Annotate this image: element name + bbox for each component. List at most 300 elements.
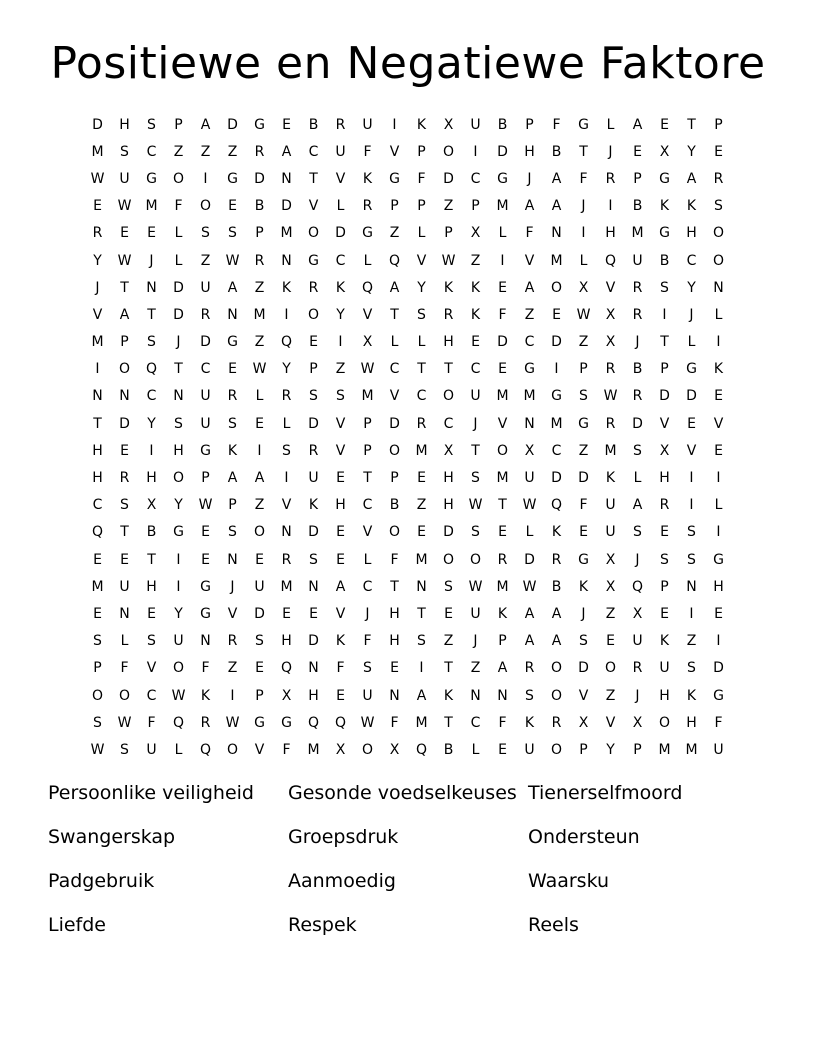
grid-letter: N xyxy=(200,633,211,650)
grid-letter: E xyxy=(498,524,507,541)
grid-letter: A xyxy=(551,198,562,215)
grid-letter: D xyxy=(578,660,589,677)
grid-letter: W xyxy=(603,388,618,405)
grid-letter: K xyxy=(335,633,346,650)
grid-letter: V xyxy=(362,524,373,541)
grid-letter: R xyxy=(254,252,265,269)
grid-letter: N xyxy=(119,605,130,622)
word-list-item: Waarsku xyxy=(528,870,610,892)
grid-letter: L xyxy=(120,633,129,650)
grid-letter: K xyxy=(308,497,319,514)
grid-letter: O xyxy=(658,714,671,731)
grid-letter: L xyxy=(363,252,372,269)
grid-letter: E xyxy=(282,605,291,622)
grid-letter: R xyxy=(227,633,238,650)
grid-letter: V xyxy=(605,714,616,731)
grid-letter: P xyxy=(633,170,642,187)
grid-letter: Q xyxy=(91,524,104,541)
grid-letter: K xyxy=(335,279,346,296)
grid-letter: P xyxy=(228,497,237,514)
grid-letter: M xyxy=(685,741,698,758)
grid-letter: Y xyxy=(282,361,291,378)
grid-letter: H xyxy=(92,470,103,487)
grid-letter: C xyxy=(362,497,373,514)
grid-letter: R xyxy=(443,306,454,323)
grid-letter: S xyxy=(471,470,480,487)
grid-letter: B xyxy=(551,578,562,595)
grid-letter: P xyxy=(417,143,426,160)
grid-letter: V xyxy=(578,687,589,704)
grid-letter: O xyxy=(388,524,401,541)
grid-letter: F xyxy=(174,198,183,215)
grid-letter: K xyxy=(443,279,454,296)
grid-letter: R xyxy=(713,170,724,187)
grid-letter: M xyxy=(415,714,428,731)
grid-letter: H xyxy=(281,633,292,650)
word-list-item: Liefde xyxy=(48,914,106,936)
grid-letter: H xyxy=(605,225,616,242)
grid-letter: X xyxy=(605,551,616,568)
grid-letter: P xyxy=(120,334,129,351)
grid-letter: G xyxy=(362,225,373,242)
grid-letter: T xyxy=(390,306,399,323)
grid-letter: E xyxy=(390,660,399,677)
grid-letter: F xyxy=(579,497,588,514)
grid-letter: D xyxy=(659,388,670,405)
grid-letter: O xyxy=(442,551,455,568)
grid-row xyxy=(84,111,732,138)
grid-letter: P xyxy=(309,361,318,378)
grid-letter: N xyxy=(227,306,238,323)
grid-letter: R xyxy=(200,714,211,731)
grid-letter: J xyxy=(581,605,586,622)
grid-letter: M xyxy=(253,306,266,323)
grid-letter: Q xyxy=(550,497,563,514)
grid-letter: O xyxy=(388,442,401,459)
grid-letter: F xyxy=(363,633,372,650)
grid-letter: C xyxy=(470,361,481,378)
grid-letter: G xyxy=(389,170,400,187)
grid-letter: N xyxy=(551,225,562,242)
grid-letter: S xyxy=(147,633,156,650)
grid-letter: S xyxy=(687,524,696,541)
grid-letter: H xyxy=(119,116,130,133)
grid-letter: P xyxy=(93,660,102,677)
grid-letter: V xyxy=(335,415,346,432)
grid-letter: U xyxy=(470,116,481,133)
grid-letter: R xyxy=(92,225,103,242)
grid-row xyxy=(84,193,732,220)
grid-letter: P xyxy=(390,198,399,215)
grid-letter: M xyxy=(91,143,104,160)
grid-letter: Z xyxy=(227,660,238,677)
grid-letter: M xyxy=(91,334,104,351)
grid-letter: G xyxy=(659,225,670,242)
grid-letter: X xyxy=(146,497,157,514)
grid-letter: G xyxy=(254,116,265,133)
grid-letter: X xyxy=(578,714,589,731)
grid-letter: W xyxy=(468,578,483,595)
grid-letter: I xyxy=(392,116,397,133)
grid-letter: V xyxy=(497,415,508,432)
grid-letter: V xyxy=(713,415,724,432)
grid-letter: E xyxy=(336,524,345,541)
grid-letter: Z xyxy=(227,143,238,160)
grid-letter: S xyxy=(174,415,183,432)
grid-letter: N xyxy=(497,687,508,704)
grid-letter: A xyxy=(632,116,643,133)
grid-letter: S xyxy=(201,225,210,242)
grid-letter: J xyxy=(95,279,100,296)
grid-letter: H xyxy=(443,334,454,351)
grid-letter: A xyxy=(551,633,562,650)
grid-letter: G xyxy=(713,551,724,568)
grid-row xyxy=(84,437,732,464)
grid-letter: S xyxy=(228,225,237,242)
grid-letter: T xyxy=(147,306,156,323)
grid-letter: X xyxy=(605,334,616,351)
grid-letter: G xyxy=(200,442,211,459)
grid-letter: L xyxy=(174,225,183,242)
grid-letter: W xyxy=(576,306,591,323)
grid-letter: Y xyxy=(147,415,156,432)
grid-letter: P xyxy=(714,116,723,133)
grid-letter: D xyxy=(578,470,589,487)
grid-letter: U xyxy=(200,388,211,405)
grid-letter: W xyxy=(522,497,537,514)
grid-letter: N xyxy=(416,578,427,595)
grid-letter: R xyxy=(200,306,211,323)
grid-letter: E xyxy=(552,306,561,323)
grid-letter: G xyxy=(254,714,265,731)
grid-letter: R xyxy=(362,198,373,215)
grid-letter: A xyxy=(497,660,508,677)
grid-letter: O xyxy=(307,225,320,242)
grid-letter: T xyxy=(498,497,507,514)
grid-letter: G xyxy=(686,361,697,378)
grid-letter: J xyxy=(689,306,694,323)
grid-letter: E xyxy=(660,116,669,133)
grid-letter: S xyxy=(147,334,156,351)
grid-letter: Z xyxy=(254,279,265,296)
grid-letter: X xyxy=(362,334,373,351)
grid-letter: M xyxy=(631,225,644,242)
grid-letter: U xyxy=(200,415,211,432)
grid-letter: T xyxy=(471,442,480,459)
grid-letter: S xyxy=(93,633,102,650)
grid-letter: K xyxy=(200,687,211,704)
grid-letter: O xyxy=(226,741,239,758)
grid-letter: D xyxy=(254,605,265,622)
grid-letter: O xyxy=(172,470,185,487)
grid-letter: M xyxy=(145,198,158,215)
grid-letter: O xyxy=(550,279,563,296)
grid-letter: T xyxy=(174,361,183,378)
grid-letter: U xyxy=(632,633,643,650)
grid-letter: D xyxy=(686,388,697,405)
grid-letter: G xyxy=(173,524,184,541)
grid-row xyxy=(84,628,732,655)
grid-letter: N xyxy=(173,388,184,405)
grid-row xyxy=(84,655,732,682)
grid-letter: V xyxy=(227,605,238,622)
grid-letter: E xyxy=(498,741,507,758)
grid-letter: P xyxy=(579,361,588,378)
grid-letter: U xyxy=(200,279,211,296)
grid-letter: M xyxy=(415,551,428,568)
grid-letter: T xyxy=(444,714,453,731)
grid-letter: D xyxy=(632,415,643,432)
grid-letter: M xyxy=(280,578,293,595)
grid-letter: H xyxy=(146,470,157,487)
grid-letter: K xyxy=(443,687,454,704)
grid-letter: A xyxy=(551,605,562,622)
grid-letter: L xyxy=(714,306,723,323)
grid-letter: F xyxy=(498,306,507,323)
grid-letter: A xyxy=(524,198,535,215)
grid-letter: G xyxy=(200,578,211,595)
grid-letter: K xyxy=(659,198,670,215)
grid-letter: M xyxy=(280,225,293,242)
grid-letter: B xyxy=(551,143,562,160)
word-list-item: Swangerskap xyxy=(48,826,176,848)
grid-letter: A xyxy=(254,470,265,487)
grid-letter: E xyxy=(93,551,102,568)
grid-letter: R xyxy=(605,170,616,187)
grid-letter: P xyxy=(255,225,264,242)
grid-letter: W xyxy=(90,170,105,187)
grid-letter: M xyxy=(604,442,617,459)
grid-letter: E xyxy=(579,524,588,541)
grid-letter: P xyxy=(363,442,372,459)
grid-row xyxy=(84,247,732,274)
grid-letter: W xyxy=(522,578,537,595)
grid-letter: Z xyxy=(686,633,697,650)
grid-letter: Z xyxy=(605,687,616,704)
grid-letter: X xyxy=(605,578,616,595)
grid-row xyxy=(84,138,732,165)
grid-letter: S xyxy=(687,551,696,568)
grid-row xyxy=(84,383,732,410)
grid-letter: L xyxy=(525,524,534,541)
grid-letter: H xyxy=(173,442,184,459)
grid-letter: Q xyxy=(388,252,401,269)
grid-letter: J xyxy=(365,605,370,622)
grid-letter: K xyxy=(686,687,697,704)
grid-letter: T xyxy=(417,361,426,378)
grid-letter: Z xyxy=(443,633,454,650)
grid-letter: G xyxy=(497,170,508,187)
grid-letter: X xyxy=(470,225,481,242)
grid-letter: O xyxy=(604,660,617,677)
grid-letter: D xyxy=(389,415,400,432)
grid-letter: W xyxy=(117,252,132,269)
grid-letter: Q xyxy=(334,714,347,731)
grid-letter: B xyxy=(632,198,643,215)
grid-letter: Z xyxy=(416,497,427,514)
grid-letter: A xyxy=(416,687,427,704)
grid-letter: D xyxy=(443,524,454,541)
grid-letter: F xyxy=(282,741,291,758)
grid-letter: E xyxy=(471,334,480,351)
grid-letter: B xyxy=(497,116,508,133)
grid-letter: T xyxy=(93,415,102,432)
grid-letter: J xyxy=(527,170,532,187)
grid-letter: V xyxy=(389,143,400,160)
grid-letter: E xyxy=(417,470,426,487)
grid-letter: N xyxy=(146,279,157,296)
grid-letter: Z xyxy=(470,660,481,677)
grid-letter: M xyxy=(496,388,509,405)
grid-letter: L xyxy=(417,334,426,351)
grid-letter: Q xyxy=(631,578,644,595)
grid-letter: S xyxy=(363,660,372,677)
grid-letter: M xyxy=(496,198,509,215)
grid-letter: W xyxy=(360,714,375,731)
grid-letter: P xyxy=(525,116,534,133)
grid-letter: R xyxy=(119,470,130,487)
grid-letter: S xyxy=(687,660,696,677)
grid-letter: H xyxy=(443,497,454,514)
grid-letter: T xyxy=(147,551,156,568)
grid-letter: X xyxy=(659,442,670,459)
grid-letter: U xyxy=(524,470,535,487)
grid-letter: L xyxy=(174,741,183,758)
grid-letter: U xyxy=(173,633,184,650)
grid-letter: H xyxy=(659,470,670,487)
grid-letter: I xyxy=(419,660,424,677)
grid-letter: D xyxy=(119,415,130,432)
grid-letter: J xyxy=(608,143,613,160)
grid-letter: P xyxy=(174,116,183,133)
grid-letter: P xyxy=(660,578,669,595)
grid-letter: K xyxy=(281,279,292,296)
grid-letter: E xyxy=(498,279,507,296)
grid-letter: K xyxy=(470,306,481,323)
grid-letter: G xyxy=(524,361,535,378)
grid-letter: G xyxy=(551,388,562,405)
grid-letter: S xyxy=(120,143,129,160)
grid-letter: W xyxy=(117,714,132,731)
grid-letter: L xyxy=(579,252,588,269)
grid-letter: R xyxy=(605,415,616,432)
grid-letter: H xyxy=(524,143,535,160)
grid-letter: N xyxy=(713,279,724,296)
grid-letter: P xyxy=(255,687,264,704)
grid-letter: R xyxy=(335,116,346,133)
grid-letter: S xyxy=(228,415,237,432)
grid-letter: E xyxy=(498,361,507,378)
grid-letter: J xyxy=(635,334,640,351)
grid-letter: W xyxy=(441,252,456,269)
grid-letter: M xyxy=(496,470,509,487)
grid-letter: X xyxy=(335,741,346,758)
grid-row xyxy=(84,356,732,383)
grid-letter: D xyxy=(173,306,184,323)
grid-letter: L xyxy=(363,551,372,568)
grid-letter: L xyxy=(417,225,426,242)
grid-letter: Y xyxy=(174,605,183,622)
grid-letter: E xyxy=(417,524,426,541)
grid-letter: V xyxy=(146,660,157,677)
grid-letter: D xyxy=(254,170,265,187)
grid-letter: I xyxy=(95,361,100,378)
grid-letter: S xyxy=(633,524,642,541)
grid-letter: I xyxy=(716,633,721,650)
grid-letter: F xyxy=(552,116,561,133)
grid-letter: I xyxy=(716,334,721,351)
grid-letter: Q xyxy=(604,252,617,269)
grid-letter: D xyxy=(308,524,319,541)
grid-letter: R xyxy=(605,361,616,378)
grid-letter: L xyxy=(282,415,291,432)
grid-letter: T xyxy=(390,578,399,595)
grid-letter: C xyxy=(686,252,697,269)
grid-letter: O xyxy=(118,361,131,378)
grid-letter: H xyxy=(659,687,670,704)
grid-letter: Q xyxy=(172,714,185,731)
grid-letter: I xyxy=(284,306,289,323)
grid-letter: O xyxy=(550,741,563,758)
grid-letter: S xyxy=(120,741,129,758)
grid-letter: L xyxy=(390,334,399,351)
grid-letter: F xyxy=(363,143,372,160)
grid-letter: I xyxy=(662,306,667,323)
grid-letter: J xyxy=(473,415,478,432)
grid-letter: E xyxy=(336,551,345,568)
grid-letter: R xyxy=(632,279,643,296)
grid-letter: M xyxy=(550,415,563,432)
grid-letter: P xyxy=(579,741,588,758)
grid-row xyxy=(84,709,732,736)
grid-letter: F xyxy=(525,225,534,242)
grid-letter: Q xyxy=(145,361,158,378)
grid-letter: S xyxy=(579,388,588,405)
grid-letter: E xyxy=(606,633,615,650)
grid-letter: L xyxy=(606,116,615,133)
grid-letter: L xyxy=(714,497,723,514)
grid-letter: P xyxy=(660,361,669,378)
grid-letter: I xyxy=(257,442,262,459)
grid-letter: R xyxy=(551,714,562,731)
grid-letter: A xyxy=(200,116,211,133)
grid-letter: B xyxy=(659,252,670,269)
grid-letter: H xyxy=(686,225,697,242)
grid-letter: U xyxy=(254,578,265,595)
grid-letter: X xyxy=(524,442,535,459)
grid-letter: S xyxy=(714,198,723,215)
grid-letter: S xyxy=(120,497,129,514)
letter-grid xyxy=(84,111,732,764)
grid-letter: P xyxy=(498,633,507,650)
grid-letter: E xyxy=(336,687,345,704)
grid-letter: N xyxy=(470,687,481,704)
grid-letter: K xyxy=(578,578,589,595)
grid-letter: P xyxy=(417,198,426,215)
grid-row xyxy=(84,546,732,573)
grid-letter: N xyxy=(524,415,535,432)
grid-letter: J xyxy=(176,334,181,351)
grid-letter: U xyxy=(659,660,670,677)
grid-letter: R xyxy=(551,551,562,568)
grid-letter: H xyxy=(443,470,454,487)
grid-letter: N xyxy=(686,578,697,595)
grid-letter: E xyxy=(93,198,102,215)
grid-letter: U xyxy=(119,578,130,595)
grid-letter: O xyxy=(712,252,725,269)
grid-letter: F xyxy=(498,714,507,731)
grid-letter: V xyxy=(308,198,319,215)
